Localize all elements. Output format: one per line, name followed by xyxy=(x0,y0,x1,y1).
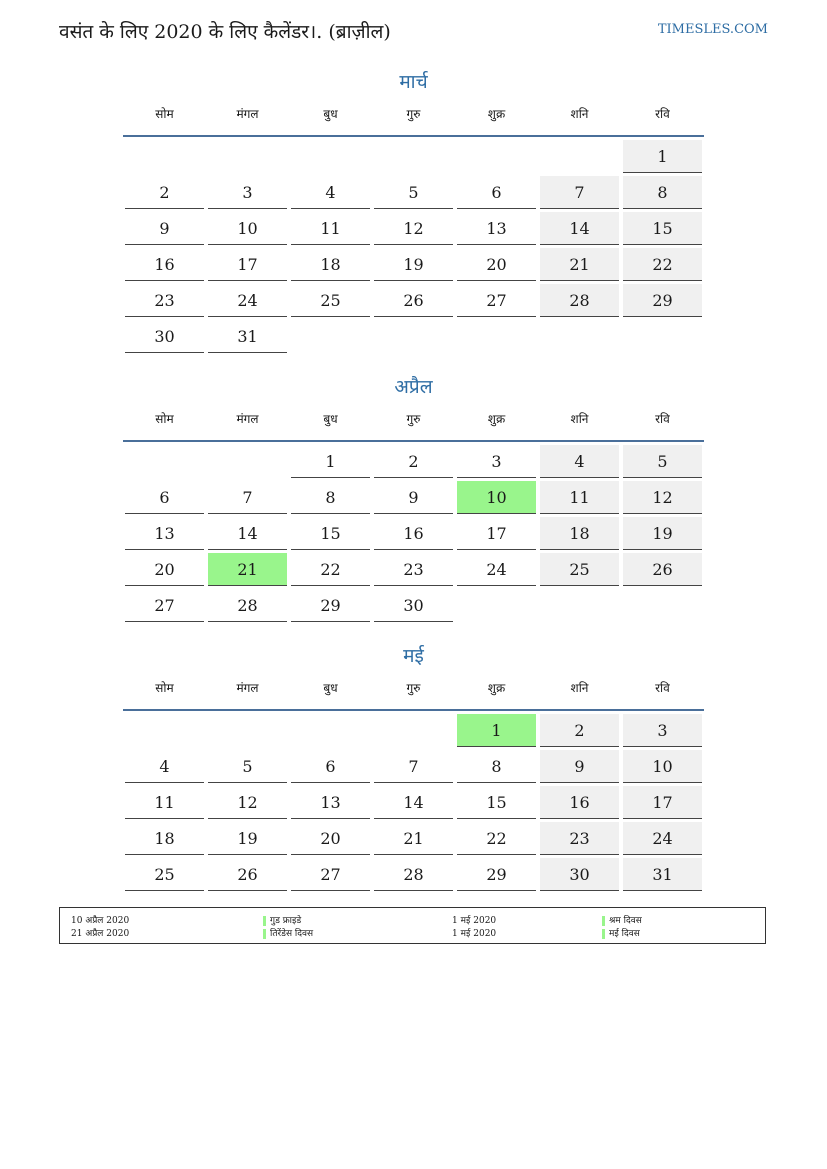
day-cell: 3 xyxy=(457,445,536,478)
day-cell: 8 xyxy=(457,750,536,783)
week-row xyxy=(123,245,704,281)
day-cell: 28 xyxy=(374,858,453,891)
day-cell: 21 xyxy=(374,822,453,855)
page-title: वसंत के लिए 2020 के लिए कैलेंडर।. (ब्राज़ील) xyxy=(59,21,391,43)
day-cell: 16 xyxy=(540,786,619,819)
day-cell: 11 xyxy=(125,786,204,819)
day-cell: 4 xyxy=(125,750,204,783)
day-cell: 24 xyxy=(623,822,702,855)
day-cell: 19 xyxy=(208,822,287,855)
day-cell: 2 xyxy=(374,445,453,478)
day-cell: 19 xyxy=(374,248,453,281)
empty-day-cell xyxy=(623,589,702,622)
day-cell: 12 xyxy=(374,212,453,245)
weekday-label: रवि xyxy=(655,107,670,121)
week-row xyxy=(123,783,704,819)
day-cell: 6 xyxy=(125,481,204,514)
legend-holiday-label: श्रम दिवस xyxy=(609,916,642,926)
day-cell: 16 xyxy=(125,248,204,281)
legend-date: 21 अप्रैल 2020 xyxy=(71,929,130,939)
month-title: अप्रैल xyxy=(394,376,433,398)
day-cell: 22 xyxy=(291,553,370,586)
empty-day-cell xyxy=(374,320,453,353)
legend-holiday-name xyxy=(602,913,642,926)
day-cell: 20 xyxy=(291,822,370,855)
day-cell: 14 xyxy=(374,786,453,819)
day-cell: 25 xyxy=(291,284,370,317)
day-cell: 14 xyxy=(208,517,287,550)
empty-day-cell xyxy=(540,589,619,622)
day-cell: 26 xyxy=(623,553,702,586)
holiday-marker xyxy=(602,929,605,939)
empty-day-cell xyxy=(540,320,619,353)
month-block xyxy=(123,67,704,353)
day-cell: 20 xyxy=(457,248,536,281)
day-cell: 9 xyxy=(540,750,619,783)
empty-day-cell xyxy=(291,320,370,353)
day-cell: 2 xyxy=(125,176,204,209)
weekday-label: शुक्र xyxy=(487,681,506,695)
day-cell: 1 xyxy=(291,445,370,478)
legend-date: 1 मई 2020 xyxy=(452,929,497,939)
weekday-label: सोम xyxy=(155,107,174,121)
day-cell: 22 xyxy=(457,822,536,855)
week-row xyxy=(123,711,704,747)
legend-holiday-label: मई दिवस xyxy=(609,929,640,939)
day-cell: 23 xyxy=(125,284,204,317)
month-block xyxy=(123,372,704,622)
day-cell: 17 xyxy=(457,517,536,550)
week-row xyxy=(123,478,704,514)
legend-holiday-label: तिरेंडेस दिवस xyxy=(270,929,314,939)
empty-day-cell xyxy=(374,714,453,747)
day-cell: 16 xyxy=(374,517,453,550)
weekday-label: शनि xyxy=(570,681,589,695)
day-cell: 14 xyxy=(540,212,619,245)
day-cell: 2 xyxy=(540,714,619,747)
day-cell: 13 xyxy=(291,786,370,819)
empty-day-cell xyxy=(291,140,370,173)
empty-day-cell xyxy=(457,589,536,622)
day-cell: 13 xyxy=(125,517,204,550)
day-cell: 11 xyxy=(540,481,619,514)
holiday-legend xyxy=(59,907,766,944)
day-cell: 29 xyxy=(623,284,702,317)
weekday-label: गुरु xyxy=(406,412,421,426)
day-cell: 27 xyxy=(457,284,536,317)
week-row xyxy=(123,137,704,173)
week-row xyxy=(123,317,704,353)
week-row xyxy=(123,819,704,855)
holiday-marker xyxy=(263,916,266,926)
day-cell: 25 xyxy=(125,858,204,891)
holiday-day-cell: 1 xyxy=(457,714,536,747)
week-row xyxy=(123,550,704,586)
day-cell: 24 xyxy=(208,284,287,317)
day-cell: 31 xyxy=(623,858,702,891)
legend-holiday-name xyxy=(263,926,313,939)
day-cell: 10 xyxy=(623,750,702,783)
weekday-label: मंगल xyxy=(236,107,259,121)
day-cell: 29 xyxy=(457,858,536,891)
weekday-label: सोम xyxy=(155,681,174,695)
empty-day-cell xyxy=(457,140,536,173)
empty-day-cell xyxy=(208,140,287,173)
legend-holiday-name xyxy=(602,926,640,939)
day-cell: 4 xyxy=(291,176,370,209)
day-cell: 6 xyxy=(291,750,370,783)
day-cell: 27 xyxy=(291,858,370,891)
weekday-header xyxy=(123,97,704,137)
day-cell: 20 xyxy=(125,553,204,586)
holiday-day-cell: 10 xyxy=(457,481,536,514)
day-cell: 5 xyxy=(374,176,453,209)
holiday-day-cell: 21 xyxy=(208,553,287,586)
day-cell: 5 xyxy=(623,445,702,478)
day-cell: 19 xyxy=(623,517,702,550)
empty-day-cell xyxy=(125,140,204,173)
day-cell: 12 xyxy=(208,786,287,819)
day-cell: 4 xyxy=(540,445,619,478)
legend-date: 1 मई 2020 xyxy=(452,916,497,926)
day-cell: 30 xyxy=(540,858,619,891)
day-cell: 7 xyxy=(540,176,619,209)
site-link[interactable]: TIMESLES.COM xyxy=(657,22,768,37)
empty-day-cell xyxy=(208,445,287,478)
day-cell: 18 xyxy=(540,517,619,550)
week-row xyxy=(123,209,704,245)
weekday-label: बुध xyxy=(323,681,338,695)
holiday-marker xyxy=(263,929,266,939)
weekday-label: शनि xyxy=(570,107,589,121)
day-cell: 17 xyxy=(208,248,287,281)
day-cell: 15 xyxy=(457,786,536,819)
weekday-label: मंगल xyxy=(236,681,259,695)
day-cell: 18 xyxy=(125,822,204,855)
weekday-label: मंगल xyxy=(236,412,259,426)
day-cell: 9 xyxy=(125,212,204,245)
weekday-label: शनि xyxy=(570,412,589,426)
day-cell: 30 xyxy=(125,320,204,353)
day-cell: 5 xyxy=(208,750,287,783)
day-cell: 17 xyxy=(623,786,702,819)
weekday-label: गुरु xyxy=(406,107,421,121)
day-cell: 3 xyxy=(208,176,287,209)
holiday-marker xyxy=(602,916,605,926)
empty-day-cell xyxy=(540,140,619,173)
day-cell: 23 xyxy=(540,822,619,855)
day-cell: 25 xyxy=(540,553,619,586)
weekday-label: शुक्र xyxy=(487,107,506,121)
empty-day-cell xyxy=(291,714,370,747)
weekday-label: बुध xyxy=(323,412,338,426)
day-cell: 21 xyxy=(540,248,619,281)
day-cell: 9 xyxy=(374,481,453,514)
weekday-label: रवि xyxy=(655,681,670,695)
empty-day-cell xyxy=(208,714,287,747)
day-cell: 30 xyxy=(374,589,453,622)
day-cell: 28 xyxy=(540,284,619,317)
day-cell: 23 xyxy=(374,553,453,586)
empty-day-cell xyxy=(125,714,204,747)
weekday-header xyxy=(123,671,704,711)
week-row xyxy=(123,281,704,317)
weekday-label: सोम xyxy=(155,412,174,426)
day-cell: 28 xyxy=(208,589,287,622)
day-cell: 8 xyxy=(291,481,370,514)
weekday-label: शुक्र xyxy=(487,412,506,426)
month-title: मई xyxy=(403,645,424,667)
day-cell: 15 xyxy=(623,212,702,245)
legend-holiday-name xyxy=(263,913,301,926)
day-cell: 11 xyxy=(291,212,370,245)
empty-day-cell xyxy=(374,140,453,173)
day-cell: 13 xyxy=(457,212,536,245)
legend-holiday-label: गुड फ्राइडे xyxy=(270,916,302,926)
week-row xyxy=(123,514,704,550)
day-cell: 10 xyxy=(208,212,287,245)
day-cell: 12 xyxy=(623,481,702,514)
weekday-label: रवि xyxy=(655,412,670,426)
week-row xyxy=(123,442,704,478)
empty-day-cell xyxy=(457,320,536,353)
weekday-label: बुध xyxy=(323,107,338,121)
day-cell: 18 xyxy=(291,248,370,281)
day-cell: 26 xyxy=(208,858,287,891)
week-row xyxy=(123,586,704,622)
day-cell: 8 xyxy=(623,176,702,209)
week-row xyxy=(123,173,704,209)
month-block xyxy=(123,641,704,891)
day-cell: 7 xyxy=(374,750,453,783)
empty-day-cell xyxy=(125,445,204,478)
weekday-label: गुरु xyxy=(406,681,421,695)
weekday-header xyxy=(123,402,704,442)
day-cell: 27 xyxy=(125,589,204,622)
day-cell: 31 xyxy=(208,320,287,353)
day-cell: 6 xyxy=(457,176,536,209)
legend-date: 10 अप्रैल 2020 xyxy=(71,916,130,926)
week-row xyxy=(123,747,704,783)
month-title: मार्च xyxy=(399,71,428,93)
day-cell: 15 xyxy=(291,517,370,550)
day-cell: 29 xyxy=(291,589,370,622)
day-cell: 26 xyxy=(374,284,453,317)
day-cell: 1 xyxy=(623,140,702,173)
week-row xyxy=(123,855,704,891)
empty-day-cell xyxy=(623,320,702,353)
day-cell: 24 xyxy=(457,553,536,586)
day-cell: 22 xyxy=(623,248,702,281)
day-cell: 3 xyxy=(623,714,702,747)
day-cell: 7 xyxy=(208,481,287,514)
